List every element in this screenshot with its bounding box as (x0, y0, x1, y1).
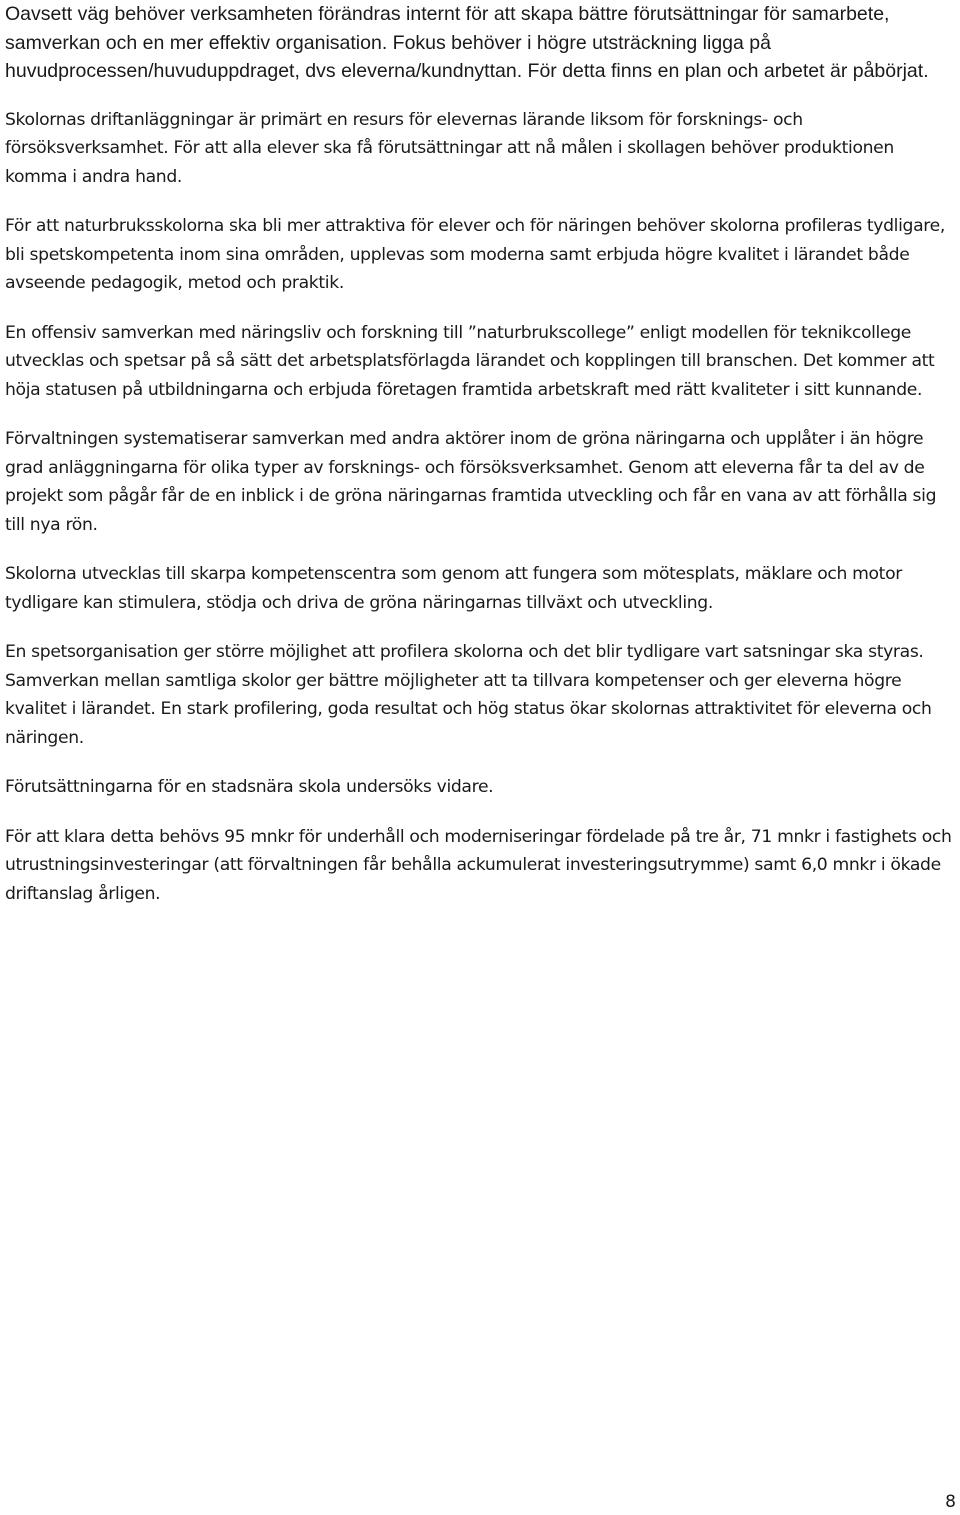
paragraph-kompetenscentra: Skolorna utvecklas till skarpa kompetenscentra som genom att fungera som mötesplats, mäklare och motor tydligare kan stimulera, stödja och driva de gröna näringarnas tillväxt och utveckling. (5, 564, 902, 613)
page-number: 8 (945, 1492, 956, 1512)
paragraph-driftanlaggningar: Skolornas driftanläggningar är primärt en resurs för elevernas lärande liksom för forsknings- och försöksverksamhet. För att alla elever ska få förutsättningar att nå målen i skollagen behöver produktionen komma i andra hand. (5, 109, 894, 187)
paragraph-finansiering: För att klara detta behövs 95 mnkr för underhåll och moderniseringar fördelade på tre år, 71 mnkr i fastighets och utrustningsinvesteringar (att förvaltningen får behålla ackumulerat investeringsutrymme) samt 6,0 mnkr i ökade driftanslag årligen. (5, 826, 952, 904)
paragraph-naturbrukscollege: En offensiv samverkan med näringsliv och forskning till ”naturbrukscollege” enligt modellen för teknikcollege utvecklas och spetsar på så sätt det arbetsplatsförlagda lärandet och kopplingen till branschen. Det kommer att höja statusen på utbildningarna och erbjuda företagen framtida arbetskraft med rätt kvaliteter i sitt kunnande. (5, 322, 935, 400)
paragraph-reorganisation: Oavsett väg behöver verksamheten förändras internt för att skapa bättre förutsättningar för samarbete, samverkan och en mer effektiv organisation. Fokus behöver i högre utsträckning ligga på huvudprocessen/huvuduppdraget, dvs eleverna/kundnyttan. För detta finns en plan och arbetet är påbörjat. (5, 3, 929, 82)
paragraph-attraktiva-skolor: För att naturbruksskolorna ska bli mer attraktiva för elever och för näringen behöver skolorna profileras tydligare, bli spetskompetenta inom sina områden, upplevas som moderna samt erbjuda högre kvalitet i lärandet både avseende pedagogik, metod och praktik. (5, 216, 945, 293)
paragraph-spetsorganisation: En spetsorganisation ger större möjlighet att profilera skolorna och det blir tydligare vart satsningar ska styras. Samverkan mellan samtliga skolor ger bättre möjligheter att ta tillvara kompetenser och ger eleverna högre kvalitet i lärandet. En stark profilering, goda resultat och hög status ökar skolornas attraktivitet för eleverna och näringen. (5, 642, 932, 748)
paragraph-stadsnara-skola: Förutsättningarna för en stadsnära skola undersöks vidare. (5, 777, 494, 797)
document-page (5, 0, 957, 929)
paragraph-samverkan-aktorer: Förvaltningen systematiserar samverkan med andra aktörer inom de gröna näringarna och upplåter i än högre grad anläggningarna för olika typer av forsknings- och försöksverksamhet. Genom att eleverna får ta del av de projekt som pågår får de en inblick i de gröna näringarnas framtida utveckling och får en vana av att förhålla sig till nya rön. (5, 429, 937, 535)
